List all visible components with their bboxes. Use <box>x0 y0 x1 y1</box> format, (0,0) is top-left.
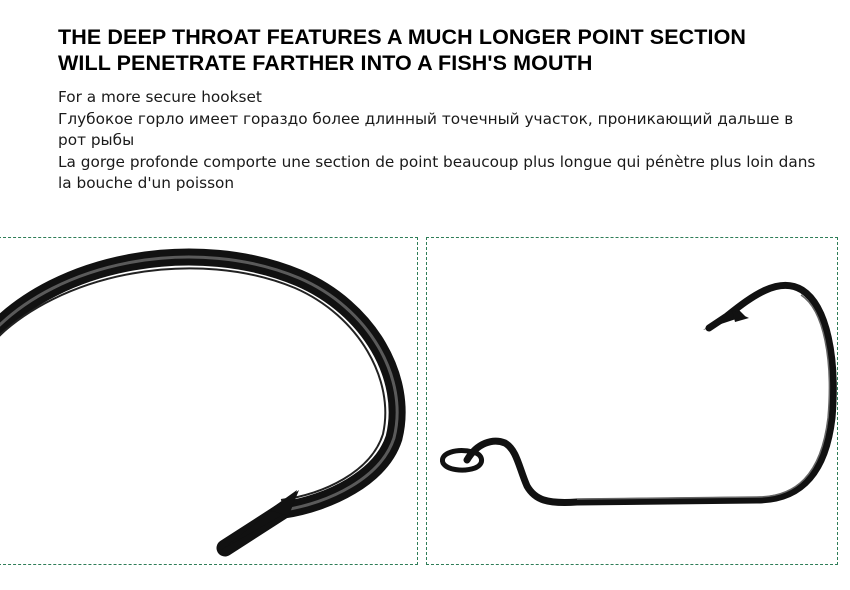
full-hook-panel <box>426 237 838 565</box>
description-french: La gorge profonde comporte une section de point beaucoup plus longue qui pénètre plus loin dans la bouche d'un poisson <box>58 153 816 192</box>
hook-point-closeup-image <box>0 238 418 565</box>
headline <box>58 24 838 76</box>
headline-line-2: WILL PENETRATE FARTHER INTO A FISH'S MOUTH <box>58 51 593 75</box>
hook-closeup-panel <box>0 237 418 565</box>
description-block <box>58 87 818 195</box>
full-offset-worm-hook-image <box>427 238 838 565</box>
description-russian: Глубокое горло имеет гораздо более длинный точечный участок, проникающий дальше в рот рыбы <box>58 110 794 149</box>
headline-line-1: THE DEEP THROAT FEATURES A MUCH LONGER POINT SECTION <box>58 25 747 49</box>
description-english: For a more secure hookset <box>58 88 262 106</box>
